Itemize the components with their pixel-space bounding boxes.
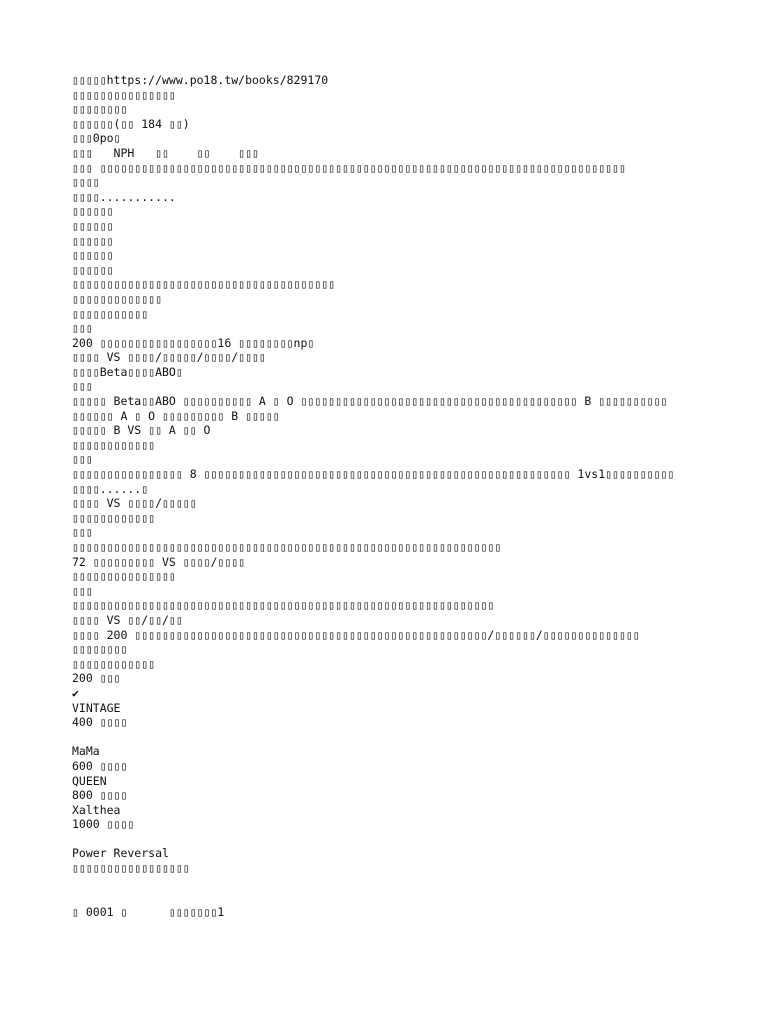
text-line: ▯▯▯▯▯▯: [72, 248, 114, 263]
text-line: 200 ▯▯▯▯▯▯▯▯▯▯▯▯▯▯▯▯▯16 ▯▯▯▯▯▯▯▯np▯: [72, 335, 315, 350]
text-line: MaMa: [72, 744, 100, 759]
text-line: ▯▯▯▯▯▯▯▯▯▯▯▯▯▯▯: [72, 569, 176, 584]
text-line: ▯▯▯▯▯▯ A ▯ O ▯▯▯▯▯▯▯▯▯ B ▯▯▯▯▯: [72, 408, 280, 423]
text-line: 600 ▯▯▯▯: [72, 758, 128, 773]
text-line: [72, 832, 712, 847]
text-line: 200 ▯▯▯: [72, 671, 121, 686]
text-line: ▯▯▯▯▯▯▯▯▯▯▯▯: [72, 656, 156, 671]
text-line: ▯▯▯▯▯▯: [72, 233, 114, 248]
text-line: 1000 ▯▯▯▯: [72, 817, 135, 832]
text-line: ✔: [72, 685, 79, 700]
text-line: ▯▯▯▯▯▯▯▯▯▯▯▯▯▯▯: [72, 87, 176, 102]
text-line: ▯▯▯▯ VS ▯▯▯▯/▯▯▯▯▯/▯▯▯▯/▯▯▯▯: [72, 350, 266, 365]
text-line: ▯▯▯▯▯▯▯▯▯▯▯▯▯▯▯▯▯▯▯▯▯▯▯▯▯▯▯▯▯▯▯▯▯▯▯▯▯▯: [72, 277, 336, 292]
text-line: ▯▯▯▯Beta▯▯▯▯ABO▯: [72, 364, 183, 379]
text-line: ▯▯▯▯▯▯▯▯▯▯▯▯▯▯▯▯▯▯▯▯▯▯▯▯▯▯▯▯▯▯▯▯▯▯▯▯▯▯▯▯▯▯▯▯▯▯▯▯▯▯▯▯▯▯▯▯▯▯▯▯▯: [72, 598, 495, 613]
text-line: ▯▯▯ ▯▯▯▯▯▯▯▯▯▯▯▯▯▯▯▯▯▯▯▯▯▯▯▯▯▯▯▯▯▯▯▯▯▯▯▯▯▯▯▯▯▯▯▯▯▯▯▯▯▯▯▯▯▯▯▯▯▯▯▯▯▯▯▯▯▯▯▯▯▯▯▯▯▯▯▯: [72, 160, 626, 175]
text-line: [72, 730, 712, 745]
text-line: ▯▯▯▯......▯: [72, 481, 149, 496]
text-line: ▯▯▯▯▯https://www.po18.tw/books/829170: [72, 73, 329, 87]
text-line: ▯▯▯▯ VS ▯▯▯▯/▯▯▯▯▯: [72, 496, 197, 511]
text-line: Xalthea: [72, 802, 121, 817]
text-line: ▯▯▯▯▯▯▯▯: [72, 642, 128, 657]
text-line: ▯▯▯▯▯ Beta▯▯ABO ▯▯▯▯▯▯▯▯▯▯ A ▯ O ▯▯▯▯▯▯▯▯▯▯▯▯▯▯▯▯▯▯▯▯▯▯▯▯▯▯▯▯▯▯▯▯▯▯▯▯▯▯▯▯ B ▯▯▯▯▯▯▯▯▯▯: [72, 394, 668, 409]
text-line: ▯▯▯▯▯▯▯▯▯▯▯▯: [72, 437, 156, 452]
text-line: [72, 876, 712, 891]
text-line: 400 ▯▯▯▯: [72, 715, 128, 730]
text-line: ▯▯▯▯▯▯▯▯▯▯▯▯▯: [72, 291, 163, 306]
text-line: ▯▯▯▯▯▯▯▯▯▯▯▯▯▯▯▯ 8 ▯▯▯▯▯▯▯▯▯▯▯▯▯▯▯▯▯▯▯▯▯▯▯▯▯▯▯▯▯▯▯▯▯▯▯▯▯▯▯▯▯▯▯▯▯▯▯▯▯▯▯▯▯ 1vs1▯▯▯▯▯▯▯▯▯▯: [72, 467, 675, 482]
text-line: ▯▯▯▯ 200 ▯▯▯▯▯▯▯▯▯▯▯▯▯▯▯▯▯▯▯▯▯▯▯▯▯▯▯▯▯▯▯▯▯▯▯▯▯▯▯▯▯▯▯▯▯▯▯▯▯▯▯/▯▯▯▯▯▯/▯▯▯▯▯▯▯▯▯▯▯▯▯▯: [72, 627, 640, 642]
text-line: ▯▯▯▯▯▯: [72, 204, 114, 219]
text-line: [72, 890, 712, 905]
text-line: ▯▯▯▯...........: [72, 189, 176, 204]
document-page: [72, 73, 712, 919]
text-line: ▯▯▯: [72, 379, 93, 394]
text-line: 72 ▯▯▯▯▯▯▯▯▯ VS ▯▯▯▯/▯▯▯▯: [72, 554, 246, 569]
text-line: ▯▯▯▯▯▯▯▯▯▯▯▯▯▯▯▯▯▯▯▯▯▯▯▯▯▯▯▯▯▯▯▯▯▯▯▯▯▯▯▯▯▯▯▯▯▯▯▯▯▯▯▯▯▯▯▯▯▯▯▯▯▯: [72, 540, 502, 554]
text-line: ▯▯▯▯▯▯▯▯▯▯▯: [72, 306, 149, 321]
text-line: 800 ▯▯▯▯: [72, 788, 128, 803]
text-line: ▯▯▯ NPH ▯▯ ▯▯ ▯▯▯: [72, 145, 259, 160]
text-line: ▯▯▯: [72, 321, 93, 336]
text-line: ▯▯▯▯▯▯▯▯▯▯▯▯: [72, 510, 156, 525]
text-line: ▯▯▯0po▯: [72, 131, 121, 146]
text-line: ▯ 0001 ▯ ▯▯▯▯▯▯▯1: [72, 904, 225, 919]
text-line: ▯▯▯▯ VS ▯▯/▯▯/▯▯: [72, 612, 183, 627]
text-line: ▯▯▯▯▯▯▯▯▯▯▯▯▯▯▯▯▯: [72, 861, 190, 876]
text-line: ▯▯▯▯▯▯▯▯: [72, 102, 128, 117]
text-line: ▯▯▯▯▯ B VS ▯▯ A ▯▯ O: [72, 423, 211, 438]
text-line: QUEEN: [72, 773, 107, 788]
text-line: ▯▯▯▯▯▯(▯▯ 184 ▯▯): [72, 116, 190, 131]
text-line: ▯▯▯: [72, 583, 93, 598]
text-line: ▯▯▯: [72, 452, 93, 467]
text-line: ▯▯▯: [72, 525, 93, 540]
text-line: Power Reversal: [72, 846, 169, 861]
text-line: ▯▯▯▯▯▯: [72, 262, 114, 277]
text-line: ▯▯▯▯: [72, 175, 100, 190]
text-line: ▯▯▯▯▯▯: [72, 218, 114, 233]
text-line: VINTAGE: [72, 700, 121, 715]
